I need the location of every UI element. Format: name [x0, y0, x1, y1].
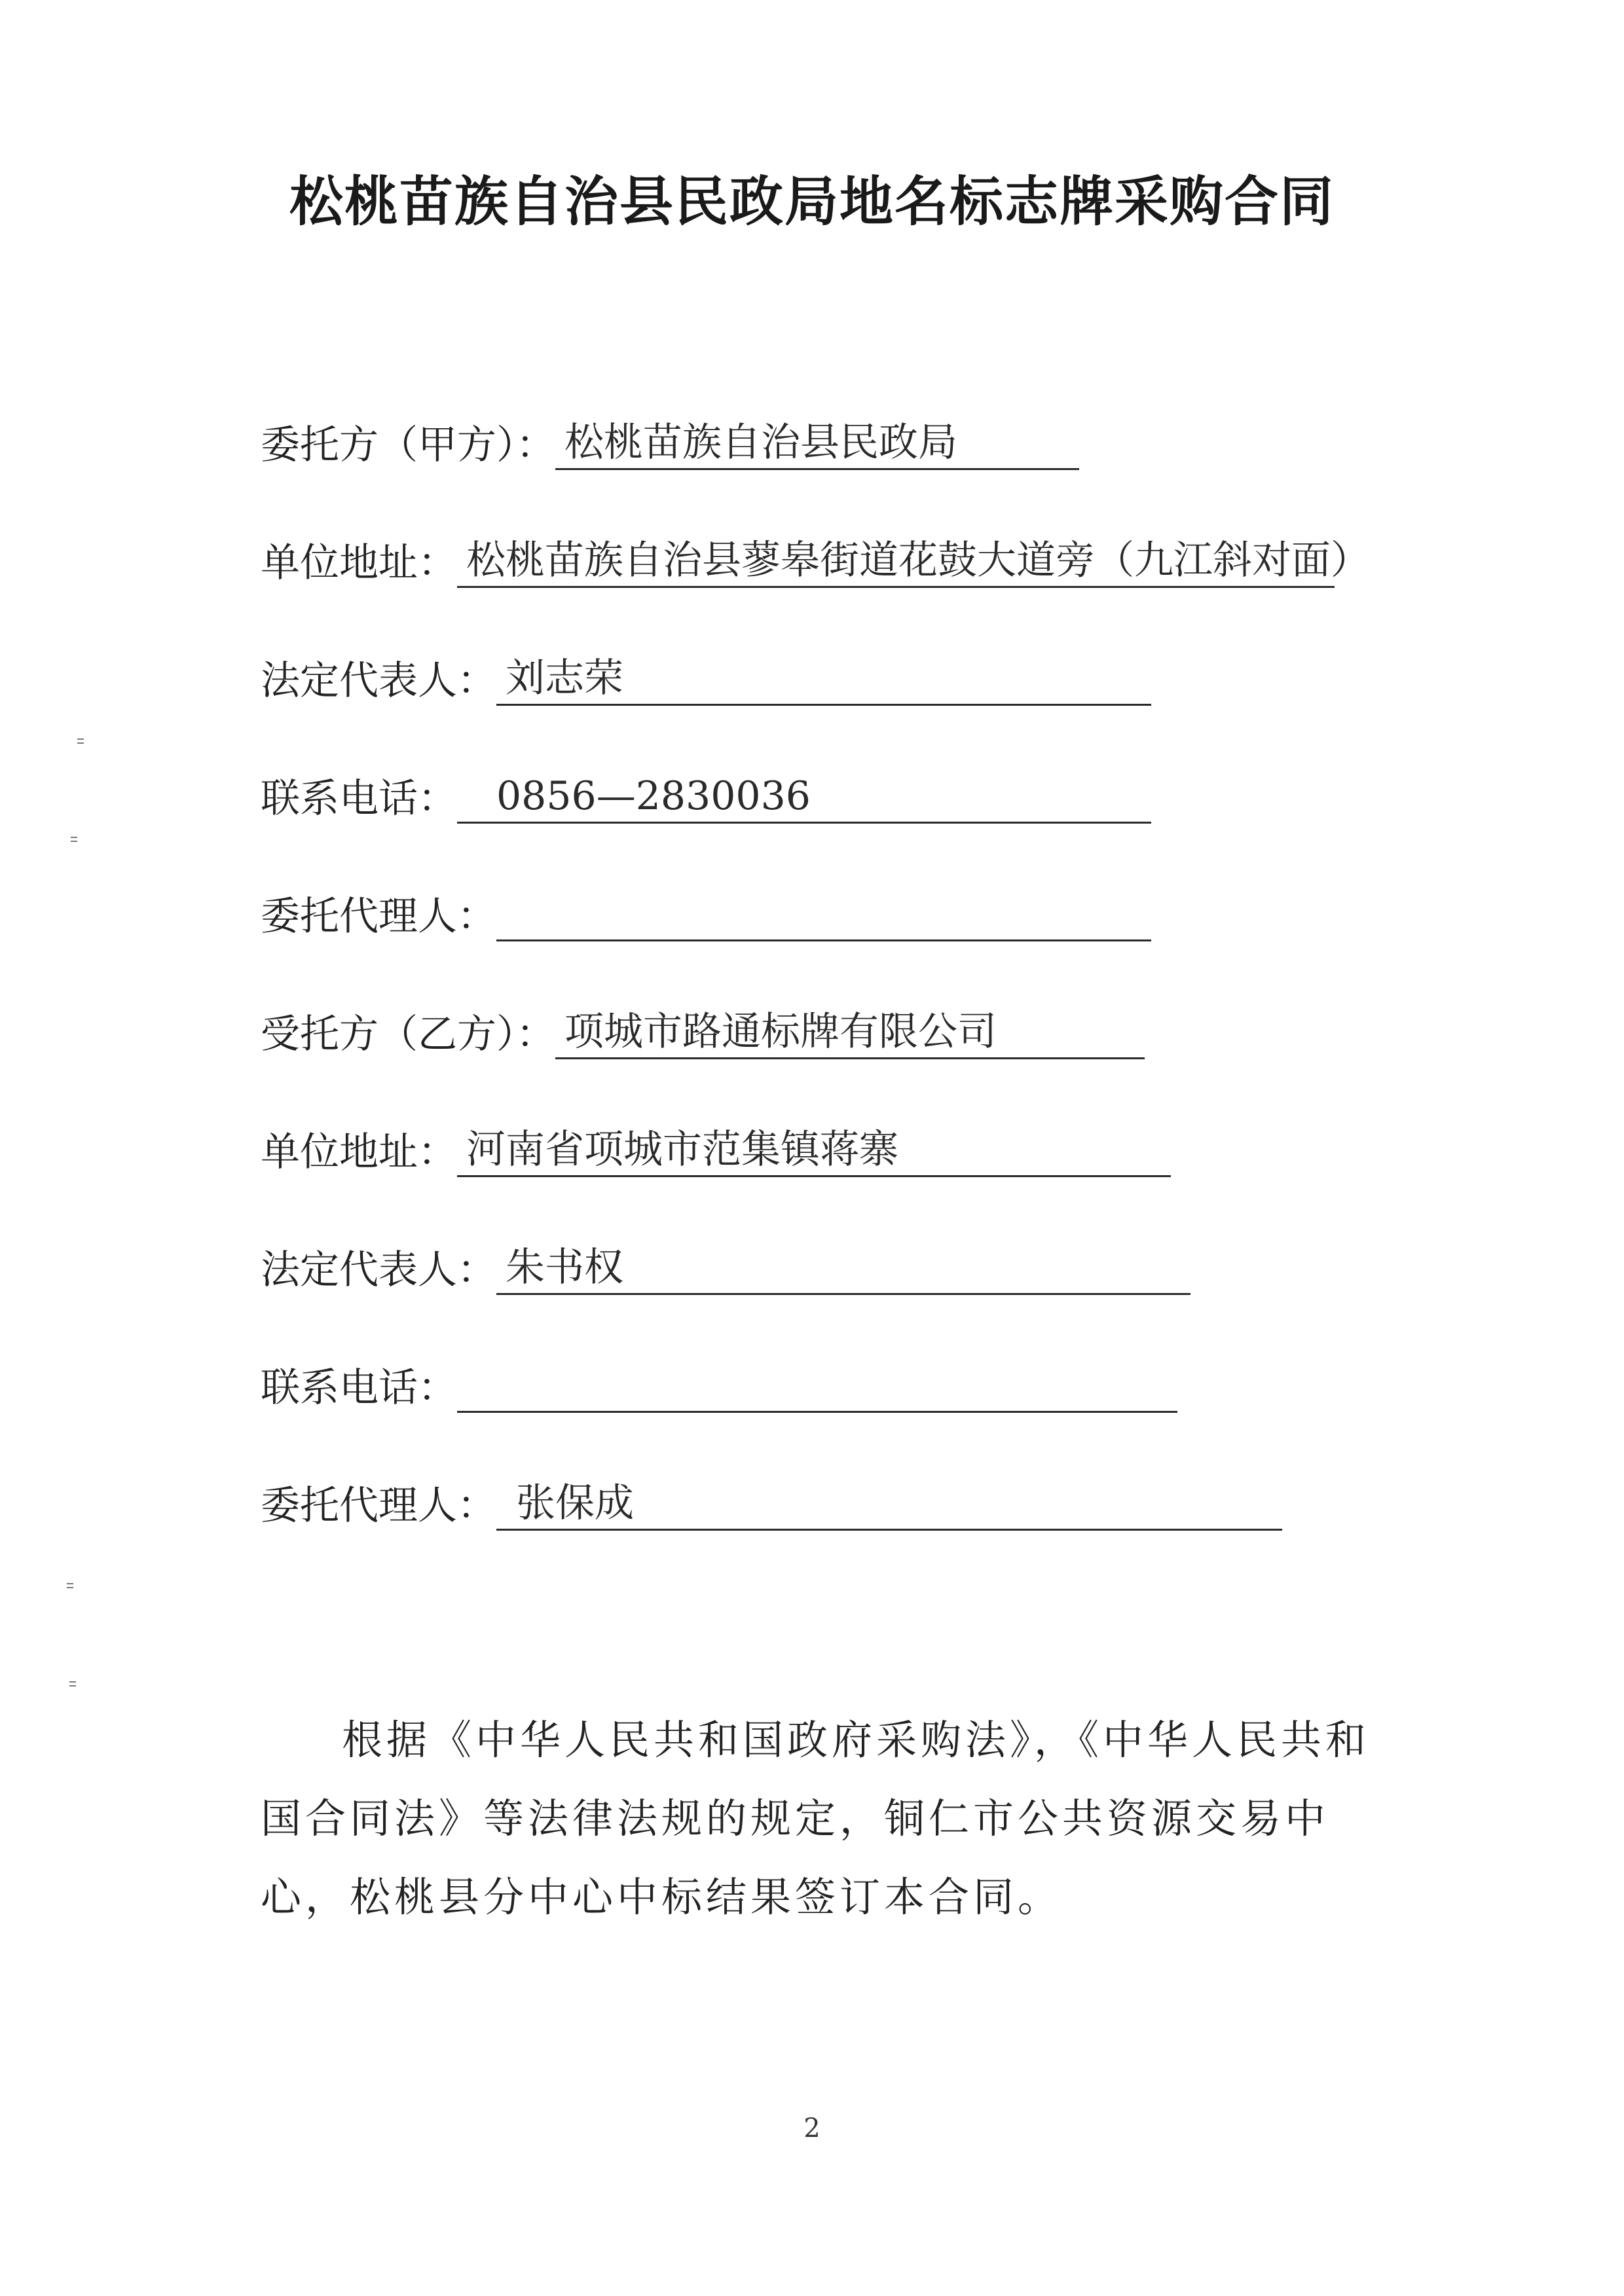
party-a-rep-value: 刘志荣 [496, 653, 1151, 706]
party-b-agent-row [261, 1472, 1282, 1531]
party-a-phone-label: 联系电话： [261, 776, 457, 822]
page-number: 2 [803, 2113, 821, 2143]
party-b-name-value: 项城市路通标牌有限公司 [555, 1007, 1145, 1059]
party-a-name-label: 委托方（甲方）： [261, 422, 555, 468]
party-b-rep-label: 法定代表人： [261, 1247, 496, 1293]
party-b-agent-label: 委托代理人： [261, 1483, 496, 1529]
party-b-address-row [261, 1118, 1171, 1177]
party-a-rep-label: 法定代表人： [261, 658, 496, 704]
contract-basis-paragraph: 根据《中华人民共和国政府采购法》，《中华人民共和国合同法》等法律法规的规定，铜仁市公共资源交易中心，松桃县分中心中标结果签订本合同。 [261, 1716, 1371, 1921]
scan-speck [71, 837, 77, 842]
party-a-agent-label: 委托代理人： [261, 894, 496, 939]
scan-speck [69, 1681, 76, 1686]
party-b-agent-value: 张保成 [496, 1478, 1282, 1531]
party-b-phone-row [261, 1354, 1177, 1413]
party-a-phone-row [261, 765, 1151, 824]
party-b-name-label: 受托方（乙方）： [261, 1011, 555, 1057]
party-a-name-row [261, 411, 1079, 470]
party-b-rep-value: 朱书权 [496, 1243, 1190, 1295]
party-b-address-value: 河南省项城市范集镇蒋寨 [457, 1125, 1171, 1177]
party-b-phone-value [457, 1360, 1177, 1413]
party-a-address-label: 单位地址： [261, 540, 457, 586]
party-b-phone-label: 联系电话： [261, 1365, 457, 1411]
document-title: 松桃苗族自治县民政局地名标志牌采购合同 [289, 170, 1335, 233]
party-b-rep-row [261, 1236, 1190, 1295]
scan-speck [77, 738, 84, 744]
party-a-name-value: 松桃苗族自治县民政局 [555, 418, 1079, 470]
party-a-rep-row [261, 647, 1151, 706]
party-b-name-row [261, 1000, 1145, 1059]
party-b-address-label: 单位地址： [261, 1129, 457, 1175]
party-a-phone-value: 0856—2830036 [457, 771, 1151, 824]
party-a-address-row [261, 529, 1370, 588]
party-a-agent-value [496, 889, 1151, 941]
scan-speck [67, 1583, 73, 1588]
party-a-address-value: 松桃苗族自治县蓼皋街道花鼓大道旁（九江斜对面） [457, 536, 1335, 588]
party-a-agent-row [261, 883, 1151, 941]
